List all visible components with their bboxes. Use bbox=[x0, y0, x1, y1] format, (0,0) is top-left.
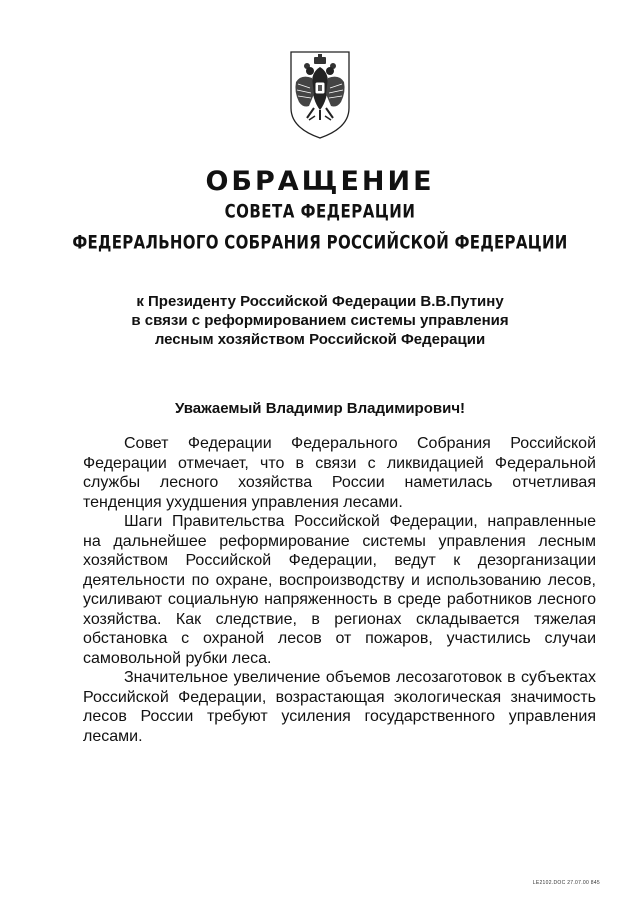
text-line: самовольной рубки леса. bbox=[83, 649, 272, 667]
document-title: ОБРАЩЕНИЕ bbox=[205, 166, 435, 197]
document-subtitle-federal-assembly: ФЕДЕРАЛЬНОГО СОБРАНИЯ РОССИЙСКОЙ ФЕДЕРАЦИИ bbox=[72, 230, 568, 254]
text-line: деятельности по охране, воспроизводству и использованию лесов, bbox=[83, 571, 596, 589]
paragraph bbox=[83, 512, 596, 668]
paragraph bbox=[83, 668, 596, 746]
russian-coat-of-arms-icon bbox=[285, 48, 355, 140]
text-line: Федерации отмечает, что в связи с ликвидацией Федеральной bbox=[83, 454, 596, 472]
text-line: обстановка с охраной лесов от пожаров, участились случаи bbox=[83, 630, 596, 647]
text-line: службы лесного хозяйства России наметилась отчетливая bbox=[83, 474, 596, 491]
text-line: хозяйства. Как следствие, в регионах складывается тяжелая bbox=[83, 610, 596, 628]
text-line: Российской Федерации, возрастающая экологическая значимость bbox=[83, 688, 596, 706]
text-line: Значительное увеличение объемов лесозаготовок в субъектах bbox=[124, 669, 596, 686]
text-line: тенденция ухудшения управления лесами. bbox=[83, 493, 403, 511]
addressee-block bbox=[80, 292, 560, 349]
text-line: лесами. bbox=[83, 727, 143, 745]
text-line: хозяйством Российской Федерации, ведут к дезорганизации bbox=[83, 552, 596, 569]
file-reference: LE2102.DOC 27.07.00 845 bbox=[532, 880, 600, 886]
text-line: на дальнейшее реформирование системы управления лесным bbox=[83, 532, 596, 550]
letter-body bbox=[83, 434, 596, 746]
text-line: лесов России требуют усиления государственного управления bbox=[83, 708, 596, 725]
greeting: Уважаемый Владимир Владимирович! bbox=[174, 400, 466, 417]
addressee-line: к Президенту Российской Федерации В.В.Путину bbox=[136, 293, 504, 310]
text-line: усиливают социальную напряженность в среде работников лесного bbox=[83, 591, 596, 608]
text-line: Шаги Правительства Российской Федерации, направленные bbox=[124, 513, 596, 530]
addressee-line: лесным хозяйством Российской Федерации bbox=[154, 331, 486, 348]
addressee-line: в связи с реформированием системы управления bbox=[131, 312, 509, 329]
document-subtitle-federation-council: СОВЕТА ФЕДЕРАЦИИ bbox=[224, 199, 416, 223]
paragraph bbox=[83, 434, 596, 512]
text-line: Совет Федерации Федерального Собрания Российской bbox=[124, 435, 596, 452]
